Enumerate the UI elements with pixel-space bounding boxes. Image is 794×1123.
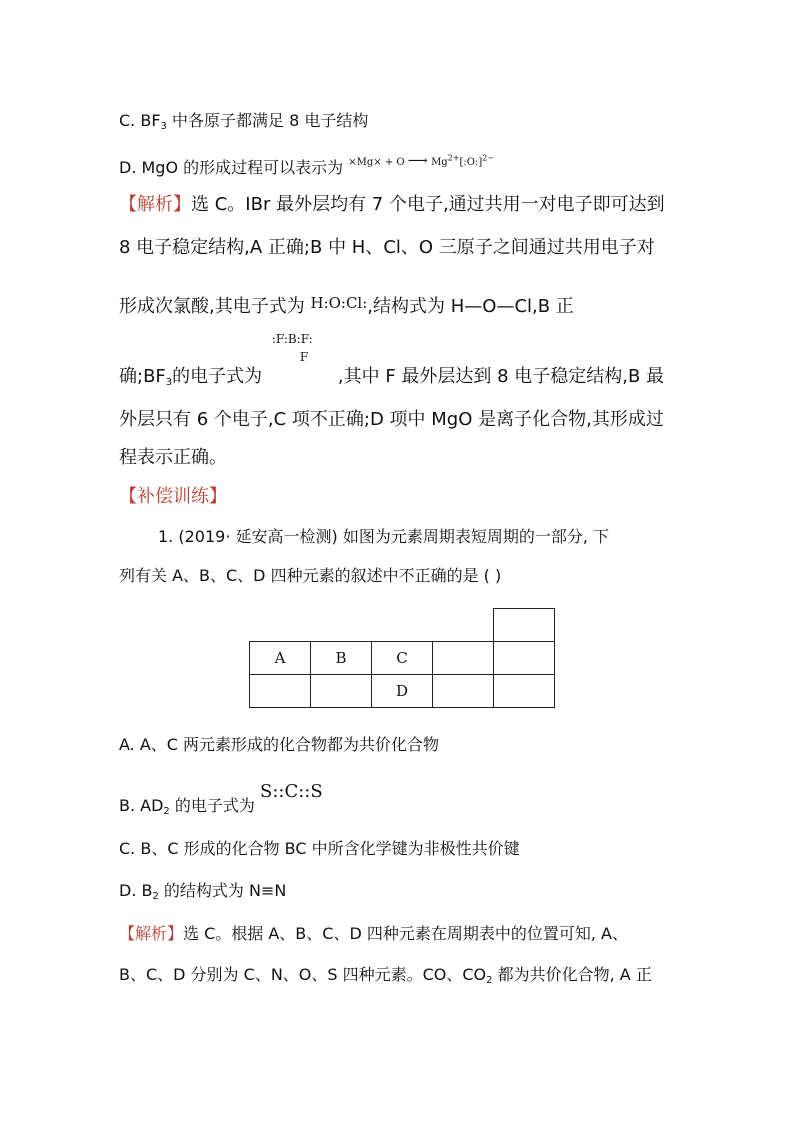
analysis1-line6 — [119, 443, 227, 469]
analysis1-line1 — [119, 190, 665, 216]
analysis2-line2 — [119, 962, 652, 986]
analysis-text: ,结构式为 H—O—Cl,B 正 — [367, 296, 574, 317]
analysis-text: 程表示正确。 — [119, 447, 227, 468]
analysis1-line5 — [119, 405, 664, 431]
bf3-electron-formula — [268, 332, 338, 382]
table-cell — [433, 609, 494, 642]
analysis-text: 形成次氯酸,其电子式为 — [119, 296, 305, 317]
table-cell: A — [250, 642, 311, 675]
subscript: 3 — [160, 121, 167, 132]
o-charge: 2− — [482, 153, 495, 163]
analysis-text: B、C、D 分别为 C、N、O、S 四种元素。CO、CO — [119, 965, 487, 984]
table-cell: B — [311, 642, 372, 675]
table-cell — [250, 609, 311, 642]
table-cell — [311, 609, 372, 642]
analysis1-line4 — [119, 332, 665, 388]
option-d-prev — [119, 155, 494, 178]
table-cell — [433, 675, 494, 708]
periodic-table-fragment — [249, 608, 555, 708]
option-c-text: C. BF — [119, 111, 161, 130]
analysis-text: 确;BF — [119, 366, 166, 387]
analysis-text: 8 电子稳定结构,A 正确;B 中 H、Cl、O 三原子之间通过共用电子对 — [119, 237, 655, 258]
subscript: 3 — [165, 377, 173, 388]
table-cell — [494, 642, 555, 675]
analysis1-line2 — [119, 233, 655, 259]
analysis-text: 的电子式为 — [172, 366, 263, 387]
arrow: ⟶ — [407, 153, 428, 169]
plus-sign: + — [384, 157, 394, 168]
option-a: A. A、C 两元素形成的化合物都为共价化合物 — [119, 735, 440, 754]
table-cell — [494, 609, 555, 642]
table-cell — [494, 675, 555, 708]
analysis-text: 选 C。根据 A、B、C、D 四种元素在周期表中的位置可知, A、 — [183, 924, 628, 943]
table-cell — [250, 675, 311, 708]
option-c-text-rest: 中各原子都满足 8 电子结构 — [166, 111, 369, 130]
section-title: 【补偿训练】 — [119, 486, 227, 507]
option-b-text-rest: 的电子式为 — [169, 796, 255, 815]
o-ion: [:O:] — [459, 157, 483, 168]
table-row — [250, 642, 555, 675]
subscript: 2 — [486, 975, 493, 986]
option-d — [119, 878, 286, 902]
analysis-text: 外层只有 6 个电子,C 项不正确;D 项中 MgO 是离子化合物,其形成过 — [119, 409, 664, 430]
mg-ion: Mg — [431, 157, 448, 168]
subscript: 2 — [152, 891, 159, 902]
table-cell: D — [372, 675, 433, 708]
table-row — [250, 609, 555, 642]
mg-atom: ×Mg× — [348, 157, 382, 168]
option-b-text: B. AD — [119, 796, 164, 815]
option-c: C. B、C 形成的化合物 BC 中所含化学键为非极性共价键 — [119, 839, 520, 858]
question-line2: 列有关 A、B、C、D 四种元素的叙述中不正确的是 ( ) — [119, 566, 502, 585]
table-row — [250, 675, 555, 708]
option-d-text: D. MgO 的形成过程可以表示为 — [119, 158, 344, 177]
option-c-prev — [119, 108, 368, 132]
mg-charge: 2+ — [447, 153, 460, 163]
analysis-text: 都为共价化合物, A 正 — [492, 965, 652, 984]
table-cell: C — [372, 642, 433, 675]
table-cell — [433, 642, 494, 675]
question-line1: 1. (2019· 延安高一检测) 如图为元素周期表短周期的一部分, 下 — [158, 527, 609, 546]
mgo-reaction — [348, 153, 494, 169]
analysis2-line1 — [119, 921, 628, 944]
o-atom: O — [396, 157, 405, 168]
option-d-text-rest: 的结构式为 N≡N — [158, 881, 287, 900]
option-b — [119, 781, 323, 817]
bf3-bottom-atom: F — [299, 350, 309, 364]
cs2-electron-formula: S::C::S — [259, 781, 323, 802]
analysis-tag: 【解析】 — [119, 924, 184, 943]
analysis-tag: 【解析】 — [119, 194, 191, 215]
analysis-text: 选 C。IBr 最外层均有 7 个电子,通过共用一对电子即可达到 — [191, 194, 665, 215]
analysis-text: ,其中 F 最外层达到 8 电子稳定结构,B 最 — [337, 366, 665, 387]
table-cell — [311, 675, 372, 708]
table-cell — [372, 609, 433, 642]
analysis1-line3 — [119, 292, 574, 318]
bf3-top-row: :F:B:F: — [271, 332, 313, 346]
option-d-text: D. B — [119, 881, 153, 900]
subscript: 2 — [163, 806, 170, 817]
hocl-electron-formula: H:O:Cl: — [310, 294, 368, 312]
